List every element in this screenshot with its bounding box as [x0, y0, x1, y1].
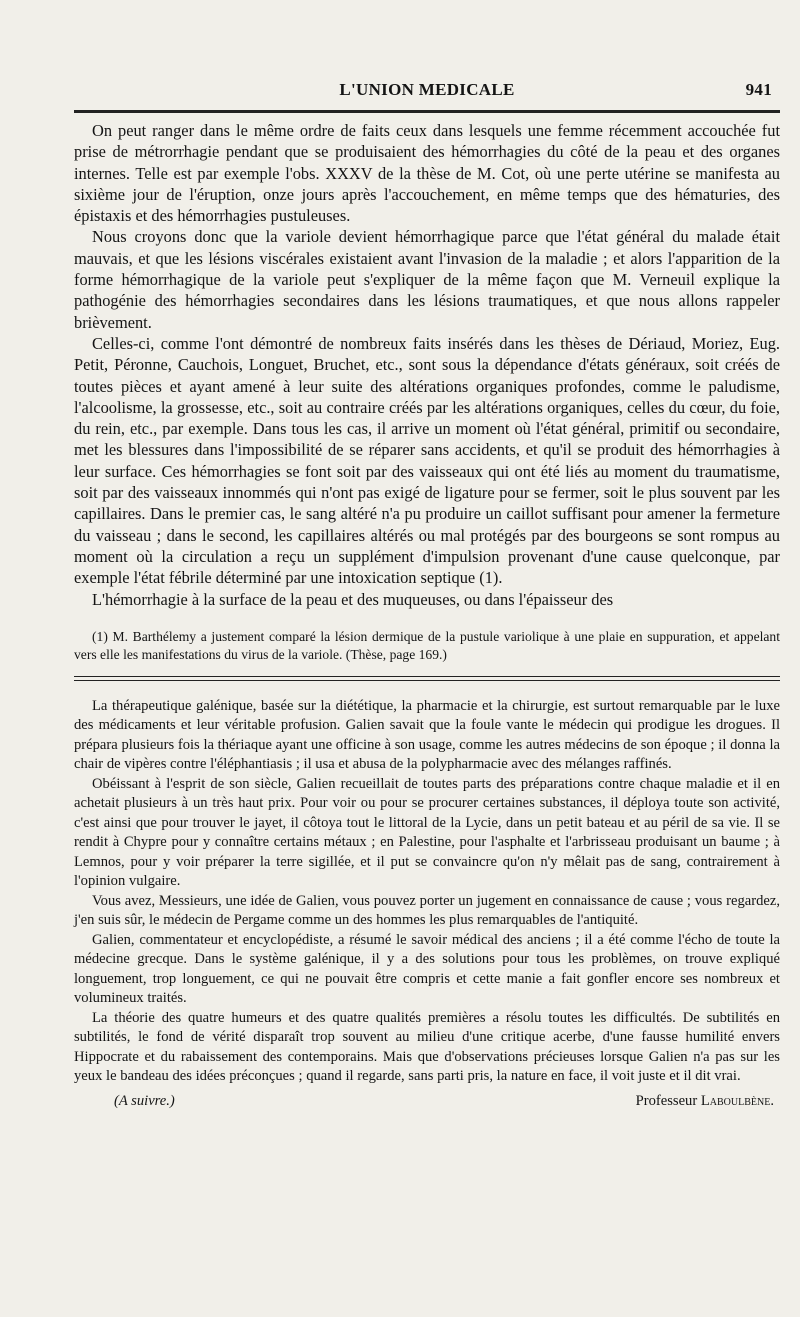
footnote	[74, 628, 780, 664]
main-article	[74, 120, 780, 610]
main-paragraph-1: On peut ranger dans le même ordre de faits ceux dans lesquels une femme récemment accouchée fut prise de métrorrhagie pendant que se produisaient des hémorrhagies du côté de la peau et des organes internes. Telle est par exemple l'obs. XXXV de la thèse de M. Cot, où une perte utérine se manifesta au sixième jour de l'éruption, onze jours après l'accouchement, en même temps que des hématuries, des épistaxis et des hémorrhagies pustuleuses.	[74, 121, 780, 226]
main-paragraph-4: L'hémorrhagie à la surface de la peau et des muqueuses, ou dans l'épaisseur des	[92, 589, 614, 609]
to-be-continued: (A suivre.)	[114, 1092, 175, 1109]
header-rule	[74, 110, 780, 113]
feuilleton-article	[74, 697, 780, 1087]
feuilleton-separator	[74, 676, 780, 681]
main-paragraph-3: Celles-ci, comme l'ont démontré de nombreux faits insérés dans les thèses de Dériaud, Moriez, Eug. Petit, Péronne, Cauchois, Longuet, Bruchet, etc., sont sous la dépendance d'états généraux, soit créés de toutes pièces et ayant amené à leur suite des altérations organiques profondes, comme le paludisme, l'alcoolisme, la grossesse, etc., soit au contraire créés par les altérations organiques, celles du cœur, du foie, du rein, etc., par exemple. Dans tous les cas, il arrive un moment où l'état général, primitif ou secondaire, met les blessures dans l'impossibilité de se réparer sans accidents, et qu'il se produit des hémorrhagies à leur surface. Ces hémorrhagies se font soit par des vaisseaux qui ont été liés au moment du traumatisme, soit par des vaisseaux innommés qui n'ont pas exigé de ligature pour se fermer, soit le plus souvent par les capillaires. Dans le premier cas, le sang altéré n'a pu produire un caillot suffisant pour amener la fermeture du vaisseau ; dans le second, les capillaires altérés ou mal protégés par des bourgeons se sont rompus au moment où la circulation a reçu un supplément d'impulsion provenant d'une cause quelconque, par exemple l'état fébrile déterminé par une intoxication septique (1).	[74, 333, 780, 588]
author	[636, 1093, 774, 1110]
feuilleton-paragraph-5: La théorie des quatre humeurs et des quatre qualités premières a résolu toutes les difficultés. De subtilités en subtilités, le fond de vérité disparaît trop souvent au milieu d'une critique acerbe, d'une fausse humilité envers Hippocrate et du rabaissement des contemporains. Mais que d'observations précieuses lorsque Galien n'a pas sur les yeux le bandeau des idées préconçues ; quand il regarde, sans parti pris, la nature en face, il voit juste et il dit vrai.	[74, 1009, 780, 1085]
running-head	[74, 78, 780, 104]
journal-page	[74, 78, 780, 1115]
page-number: 941	[745, 80, 772, 99]
author-title: Professeur	[635, 1092, 698, 1109]
feuilleton-paragraph-4: Galien, commentateur et encyclopédiste, a résumé le savoir médical des anciens ; il a été comme l'écho de toute la médecine grecque. Dans le système galénique, il y a des solutions pour tous les problèmes, on trouve expliqué longuement, trop longuement, ce qui ne pouvait être compris et cette manie a fait gonfler encore ses nombreux et volumineux traités.	[74, 931, 780, 1007]
feuilleton-paragraph-1: La thérapeutique galénique, basée sur la diététique, la pharmacie et la chirurgie, est surtout remarquable par le luxe des médicaments et leur véritable profusion. Galien savait que la foule vante le médecin qui prodigue les drogues. Il prépara plusieurs fois la thériaque ayant une officine à son usage, comme les autres médecins de son époque ; il donna la chair de vipères contre l'éléphantiasis ; il usa et abusa de la polypharmacie avec des mélanges raffinés.	[74, 697, 780, 773]
main-paragraph-2: Nous croyons donc que la variole devient hémorrhagique parce que l'état général du malade était mauvais, et que les lésions viscérales existaient avant l'invasion de la maladie ; et alors l'apparition de la forme hémorrhagique de la variole peut s'expliquer de la même façon que M. Verneuil explique la pathogénie des hémorrhagies secondaires dans les lésions traumatiques, et que nous allons rappeler brièvement.	[74, 227, 780, 332]
author-name: Laboulbène.	[700, 1092, 774, 1109]
journal-title: L'UNION MEDICALE	[339, 80, 515, 99]
signature-line	[74, 1093, 780, 1115]
feuilleton-paragraph-3: Vous avez, Messieurs, une idée de Galien, vous pouvez porter un jugement en connaissance de cause ; vous regardez, j'en suis sûr, le médecin de Pergame comme un des hommes les plus remarquables de l'antiquité.	[74, 892, 780, 929]
footnote-text: (1) M. Barthélemy a justement comparé la lésion dermique de la pustule variolique à une plaie en suppuration, et appelant vers elle les manifestations du virus de la variole. (Thèse, page 169.)	[74, 628, 780, 662]
feuilleton-paragraph-2: Obéissant à l'esprit de son siècle, Galien recueillait de toutes parts des préparations contre chaque maladie et il en achetait plusieurs à un très haut prix. Pour voir ou pour se procurer certaines substances, il déploya toute son activité, c'est ainsi que pour trouver le jayet, il côtoya tout le littoral de la Lycie, dans un petit bateau et au péril de sa vie. Il se rendit à Chypre pour y connaître certains métaux ; en Palestine, pour l'asphalte et l'arbrisseau produisant un baume ; à Lemnos, pour y voir préparer la terre sigillée, et il put se convaincre qu'on n'y mêlait pas de sang, contrairement à l'opinion vulgaire.	[74, 775, 780, 890]
